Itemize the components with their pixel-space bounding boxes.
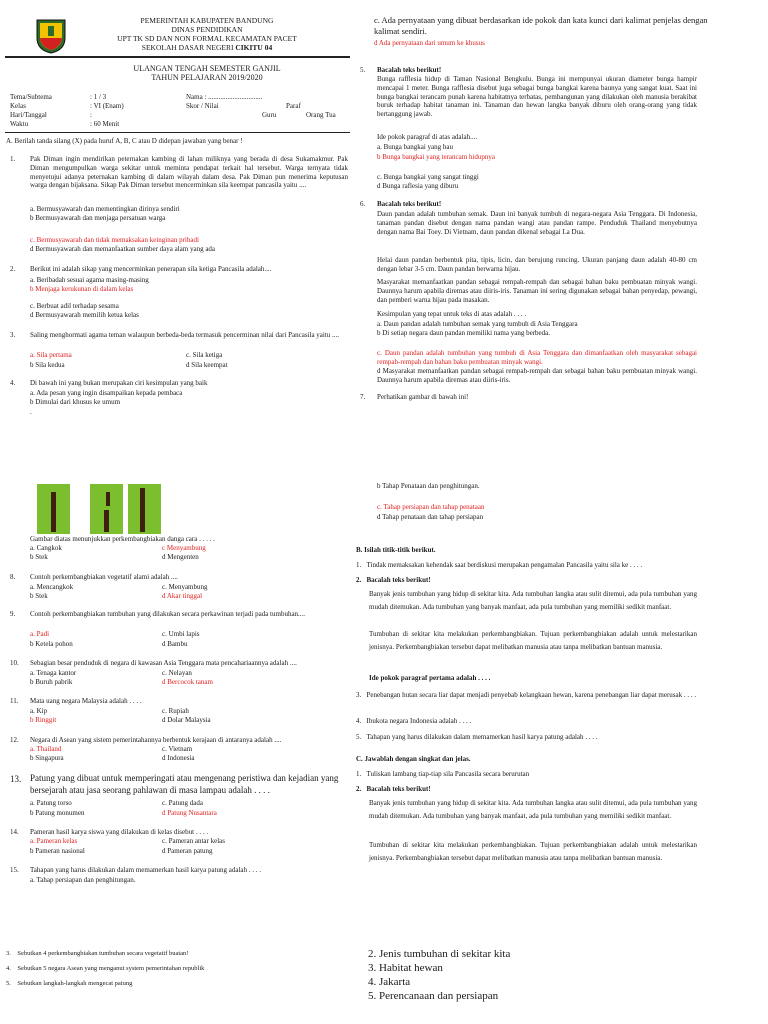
q11-option-b: b Ringgit <box>30 716 57 724</box>
q13-text: Patung yang dibuat untuk memperingati atau mengenang peristiwa dan kejadian yang bersejarah atau jasa seorang pahlawan di masa lampau adalah . . . . <box>30 773 339 796</box>
kelas-value: : VI (Enam) <box>90 102 124 110</box>
q14-option-c: c. Pameran antar kelas <box>162 837 225 845</box>
q5-option-d: d Bunga raflesia yang diburu <box>377 182 459 190</box>
q8-option-d: d Akar tinggal <box>162 592 203 600</box>
hari-value: : <box>90 111 92 119</box>
q12-option-d: d Indonesia <box>162 754 195 762</box>
b-item-2-title: 2. Bacalah teks berikut! <box>356 576 431 584</box>
header-divider <box>5 56 350 58</box>
tema-label: Tema/Subtema <box>10 93 52 101</box>
q3-number: 3. <box>10 331 16 339</box>
q13-option-c: c. Patung dada <box>162 799 204 807</box>
q2-option-b: b Menjaga kerukunan di dalam kelas <box>30 285 134 293</box>
q10-text: Sebagian besar penduduk di negara di kawasan Asia Tenggara mata pencahariaannya adalah .... <box>30 659 297 667</box>
q1-number: 1. <box>10 155 16 163</box>
q9-text: Contoh perkembangbiakan tumbuhan yang dilakukan secara perkawinan terjadi pada tumbuhan.... <box>30 610 306 618</box>
q7-number: 7. <box>360 393 366 401</box>
q10-option-c: c. Nelayan <box>162 669 192 677</box>
q7-option-b: b Stek <box>30 553 48 561</box>
q7-caption: Gambar diatas menunjukkan perkembangbiakan danga cara . . . . . <box>30 535 215 543</box>
hari-label: Hari/Tanggal <box>10 111 47 119</box>
c-item-2-paragraph-2: Tumbuhan di sekitar kita melakukan perkembangbiakan. Tujuan perkembangbiakan adalah untuk melestarikan jenisnya. Perkembangbiakan tersebut dapat melibatkan manusia atau tanpa melibatkan bantuan manusia. <box>369 841 697 863</box>
q7-option-a: a. Cangkok <box>30 544 62 552</box>
q5-option-a: a. Bunga bangkai yang bau <box>377 143 454 151</box>
q10-option-a: a. Tenaga kantor <box>30 669 77 677</box>
q8-option-a: a. Mencangkok <box>30 583 74 591</box>
q10-option-b: b Buruh pabrik <box>30 678 73 686</box>
guru-label: Guru <box>262 111 277 119</box>
exam-year: TAHUN PELAJARAN 2019/2020 <box>151 73 263 82</box>
kelas-label: Kelas <box>10 102 26 110</box>
q4-dot: . <box>30 408 32 416</box>
q2-option-a: a. Beribadah sesuai agama masing-masing <box>30 276 149 284</box>
b-item-4: 4. Ibukota negara Indonesia adalah . . . . <box>356 717 472 725</box>
tema-value: : 1 / 3 <box>90 93 107 101</box>
q11-option-c: c. Rupiah <box>162 707 189 715</box>
q13-option-b: b Patung monumen <box>30 809 85 817</box>
q4-option-b: b Dimulai dari khusus ke umum <box>30 398 121 406</box>
skor-label: Skor / Nilai <box>186 102 219 110</box>
q9-option-a: a. Padi <box>30 630 50 638</box>
q1-option-b: b Bermusyawarah dan menjaga persatuan warga <box>30 214 166 222</box>
q12-number: 12. <box>10 736 19 744</box>
q3-option-c: c. Sila ketiga <box>186 351 223 359</box>
exam-title: ULANGAN TENGAH SEMESTER GANJIL <box>133 64 281 73</box>
b-item-2-paragraph-1: Banyak jenis tumbuhan yang hidup di sekitar kita. Ada tumbuhan langka atau sulit ditemui, ada pula tumbuhan yang mudah ditemukan. Ada tumbuhan yang banyak manfaat, ada pula tumbuhan yang memiliki sedikit manfaat. <box>369 590 697 612</box>
q1-option-a: a. Bermusyawarah dan mementingkan dirinya sendiri <box>30 205 180 213</box>
q14-text: Pameran hasil karya siswa yang dilakukan di kelas disebut . . . . <box>30 828 209 836</box>
answer-5: 5. Perencanaan dan persiapan <box>368 990 499 1002</box>
q12-option-c: c. Vietnam <box>162 745 193 753</box>
answer-3: 3. Habitat hewan <box>368 962 443 974</box>
q4-option-c: c. Ada pernyataan yang dibuat berdasarkan ide pokok dan kata kunci dari kalimat penjelas dengan kalimat sendiri. <box>374 15 708 36</box>
q3-option-d: d Sila keempat <box>186 361 228 369</box>
section-c-title: C. Jawablah dengan singkat dan jelas. <box>356 755 471 763</box>
q8-option-c: c. Menyambung <box>162 583 208 591</box>
q6-option-a: a. Daun pandan adalah tumbuhan semak yang tumbuh di Asia Tenggara <box>377 320 578 328</box>
q12-option-a: a. Thailand <box>30 745 62 753</box>
info-divider <box>5 132 350 133</box>
c-item-1: 1. Tuliskan lambang tiap-tiap sila Pancasila secara berurutan <box>356 770 530 778</box>
q6-paragraph-1: Daun pandan adalah tumbuhan semak. Daun ini banyak tumbuh di negara-negara Asia Tenggara. Di Indonesia, tanaman pandan disebut dengan nama pandan wangi atau pandan rampe. Penduduk Thailand menyebutnya dengan nama Bai Toey. Di Vietnam, daun pandan dikenal sebagai La Dua. <box>377 210 697 236</box>
header-dinas: DINAS PENDIDIKAN <box>171 25 243 34</box>
q15-text: Tahapan yang harus dilakukan dalam memamerkan hasil karya patung adalah . . . . <box>30 866 262 874</box>
q13-option-d: d Patung Nusantara <box>162 809 217 817</box>
answer-2: 2. Jenis tumbuhan di sekitar kita <box>368 948 511 960</box>
q15-number: 15. <box>10 866 19 874</box>
b-item-2-question: Ide pokok paragraf pertama adalah . . . . <box>369 674 491 682</box>
q4-option-d: d Ada pernyataan dari umum ke khusus <box>374 39 485 47</box>
paraf-label: Paraf <box>286 102 301 110</box>
q15-option-c: c. Tahap persiapan dan tahap penataan <box>377 503 485 511</box>
q14-number: 14. <box>10 828 19 836</box>
q5-text: Bunga rafflesia hidup di Taman Nasional Bengkulu. Bunga ini mempunyai ukuran diameter bunga hampir mencapai 1 meter. Bunga rafflesia disebut juga sebagai bunga bangkai karena baunya yang sangat kuat. Saat ini bunga bangkai terancam punah karena habitatnya terbatas, pembangunan yang dilakukan oleh manusia berakibat buruk terhadap habitat tanaman ini. Tanaman dan hewan langka banyak diburu oleh orang-orang yang tidak bertanggung jawab. <box>377 75 697 118</box>
b-item-1: 1. Tindak memaksakan kehendak saat berdiskusi merupakan pengamalan Pancasila yaitu sila ke . . . . <box>356 561 643 569</box>
q12-option-b: b Singapura <box>30 754 64 762</box>
section-a-instruction: A. Berilah tanda silang (X) pada huruf A, B, C atau D didepan jawaban yang benar ! <box>6 137 243 145</box>
c-item-2-title: 2. Bacalah teks berikut! <box>356 785 431 793</box>
q9-number: 9. <box>10 610 16 618</box>
q2-option-d: d Bermusyawarah memilih ketua kelas <box>30 311 139 319</box>
q12-text: Negara di Asean yang sistem pemerintahannya berbentuk kerajaan di antaranya adalah .... <box>30 736 282 744</box>
b-item-3: 3. Penebangan hutan secara liar dapat menjadi penyebab kelangkaan hewan, karena penebangan liar dapat merusak . . . . <box>356 691 697 699</box>
q3-option-b: b Sila kedua <box>30 361 65 369</box>
nama-label: Nama : ............................... <box>186 93 263 101</box>
header-gov: PEMERINTAH KABUPATEN BANDUNG <box>140 16 274 25</box>
b-item-2-paragraph-2: Tumbuhan di sekitar kita melakukan perkembangbiakan. Tujuan perkembangbiakan adalah untuk melestarikan jenisnya. Perkembangbiakan tersebut dapat melibatkan manusia atau tanpa melibatkan bantuan manusia. <box>369 630 697 652</box>
waktu-label: Waktu <box>10 120 29 128</box>
q11-option-d: d Dolar Malaysia <box>162 716 211 724</box>
q9-option-c: c. Umbi lapis <box>162 630 200 638</box>
q14-option-d: d Pameran patung <box>162 847 213 855</box>
header-school: SEKOLAH DASAR NEGERI CIKITU 04 <box>141 43 273 52</box>
q7-option-d: d Mengenten <box>162 553 199 561</box>
q7-option-c: c Menyambung <box>162 544 206 552</box>
q9-option-d: d Bambu <box>162 640 188 648</box>
q2-number: 2. <box>10 265 16 273</box>
q4-number: 4. <box>10 379 16 387</box>
q6-title: Bacalah teks berikut! <box>377 200 442 208</box>
header-upt: UPT TK SD DAN NON FORMAL KECAMATAN PACET <box>117 34 297 43</box>
q11-text: Mata uang negara Malaysia adalah . . . . <box>30 697 142 705</box>
q3-option-a: a. Sila pertama <box>30 351 72 359</box>
q5-option-c: c. Bunga bangkai yang sangat tinggi <box>377 173 479 181</box>
q1-text: Pak Diman ingin mendirikan peternakan kambing di lahan miliknya yang berada di desa Sukamakmur. Pak Diman mengumpulkan warga sekitar untuk meminta pendapat terkait hal tersebut. Warga ternyata tidak menyetujui adanya peternakan kambing di dalam wilayah dalam desa. Pak Diman pun menerima keputusan warga dengan bijaksana. Sikap Pak Diman tersebut mencerminkan sila keempat pancasila yaitu .... <box>30 155 348 190</box>
q13-option-a: a. Patung torso <box>30 799 72 807</box>
q15-option-b: b Tahap Penataan dan penghitungan. <box>377 482 480 490</box>
q4-option-a: a. Ada pesan yang ingin disampaikan kepada pembaca <box>30 389 183 397</box>
q5-option-b: b Bunga bangkai yang terancam hidupnya <box>377 153 495 161</box>
q5-number: 5. <box>360 66 366 74</box>
q6-option-d: d Masyarakat memanfaatkan pandan sebagai rempah-rempah dan sebagai bahan baku pembuatan minyak wangi. Daunnya harum apabila diremas atau diiris-iris. <box>377 367 697 384</box>
q15-option-d: d Tahap penataan dan tahap persiapan <box>377 513 484 521</box>
q3-text: Saling menghormati agama teman walaupun berbeda-beda termasuk pencerminan nilai dari Pancasila yaitu .... <box>30 331 340 339</box>
q6-question: Kesimpulan yang tepat untuk teks di atas adalah . . . . <box>377 310 527 318</box>
section-b-title: B. Isilah titik-titik berikut. <box>356 546 436 554</box>
q14-option-b: b Pameran nasional <box>30 847 85 855</box>
q15-option-a: a. Tahap persiapan dan penghitungan. <box>30 876 136 884</box>
q6-paragraph-2: Helai daun pandan berbentuk pita, tipis, licin, dan berujung runcing. Ukuran panjang daun adalah 40-80 cm dengan lebar 3-5 cm. Daun pandan berwarna hijau. <box>377 256 697 273</box>
c-item-5: 5. Sebutkan langkah-langkah mengecat patung <box>6 980 133 987</box>
q8-option-b: b Stek <box>30 592 48 600</box>
plant-picture-1 <box>37 484 70 534</box>
waktu-value: : 60 Menit <box>90 120 120 128</box>
answer-4: 4. Jakarta <box>368 976 411 988</box>
q6-option-c: c. Daun pandan adalah tumbuhan yang tumbuh di Asia Tenggara dan dimanfaatkan oleh masyarakat sebagai rempah-rempah dan bahan baku pembuatan minyak wangi. <box>377 349 697 366</box>
q14-option-a: a. Pameran kelas <box>30 837 78 845</box>
q11-number: 11. <box>10 697 19 705</box>
q10-number: 10. <box>10 659 19 667</box>
q7-text: Perhatikan gambar di bawah ini! <box>377 393 469 401</box>
q1-option-c: c. Bermusyawarah dan tidak memaksakan keinginan pribadi <box>30 236 199 244</box>
q6-number: 6. <box>360 200 366 208</box>
plant-picture-3 <box>128 484 161 534</box>
c-item-2-paragraph-1: Banyak jenis tumbuhan yang hidup di sekitar kita. Ada tumbuhan langka atau sulit ditemui, ada pula tumbuhan yang mudah ditemukan. Ada tumbuhan yang banyak manfaat, ada pula tumbuhan yang memiliki sedikit manfaat. <box>369 799 697 821</box>
q8-number: 8. <box>10 573 16 581</box>
q5-title: Bacalah teks berikut! <box>377 66 442 74</box>
q2-option-c: c. Berbuat adil terhadap sesama <box>30 302 119 310</box>
q9-option-b: b Ketela pohon <box>30 640 73 648</box>
c-item-3: 3. Sebutkan 4 perkembangbiakan tumbuhan secara vegetatif buatan! <box>6 950 189 957</box>
q10-option-d: d Bercocok tanam <box>162 678 213 686</box>
q6-paragraph-3: Masyarakat memanfaatkan pandan sebagai rempah-rempah dan sebagai bahan baku pembuatan minyak wangi. Daunnya harum apabila diremas atau diiris-iris. Tanaman ini sering digunakan sebagai bahan penyedap, pewangi, dan pemberi warna hijau pada masakan. <box>377 278 697 304</box>
q1-option-d: d Bermusyawarah dan memanfaatkan sumber daya alam yang ada <box>30 245 216 253</box>
q2-text: Berikut ini adalah sikap yang mencerminkan penerapan sila ketiga Pancasila adalah.... <box>30 265 272 273</box>
q8-text: Contoh perkembangbiakan vegetatif alami adalah .... <box>30 573 178 581</box>
plant-picture-2 <box>90 484 123 534</box>
school-logo <box>34 18 68 54</box>
q5-question: Ide pokok paragraf di atas adalah.... <box>377 133 478 141</box>
c-item-4: 4. Sebutkan 5 negara Asean yang menganut system pemerintahan republik <box>6 965 205 972</box>
q4-text: Di bawah ini yang bukan merupakan ciri kesimpulan yang baik <box>30 379 208 387</box>
ortu-label: Orang Tua <box>306 111 336 119</box>
b-item-5: 5. Tahapan yang harus dilakukan dalam memamerkan hasil karya patung adalah . . . . <box>356 733 598 741</box>
q6-option-b: b Di setiap negara daun pandan memiliki nama yang berbeda. <box>377 329 550 337</box>
q11-option-a: a. Kip <box>30 707 48 715</box>
q13-number: 13. <box>10 774 22 784</box>
